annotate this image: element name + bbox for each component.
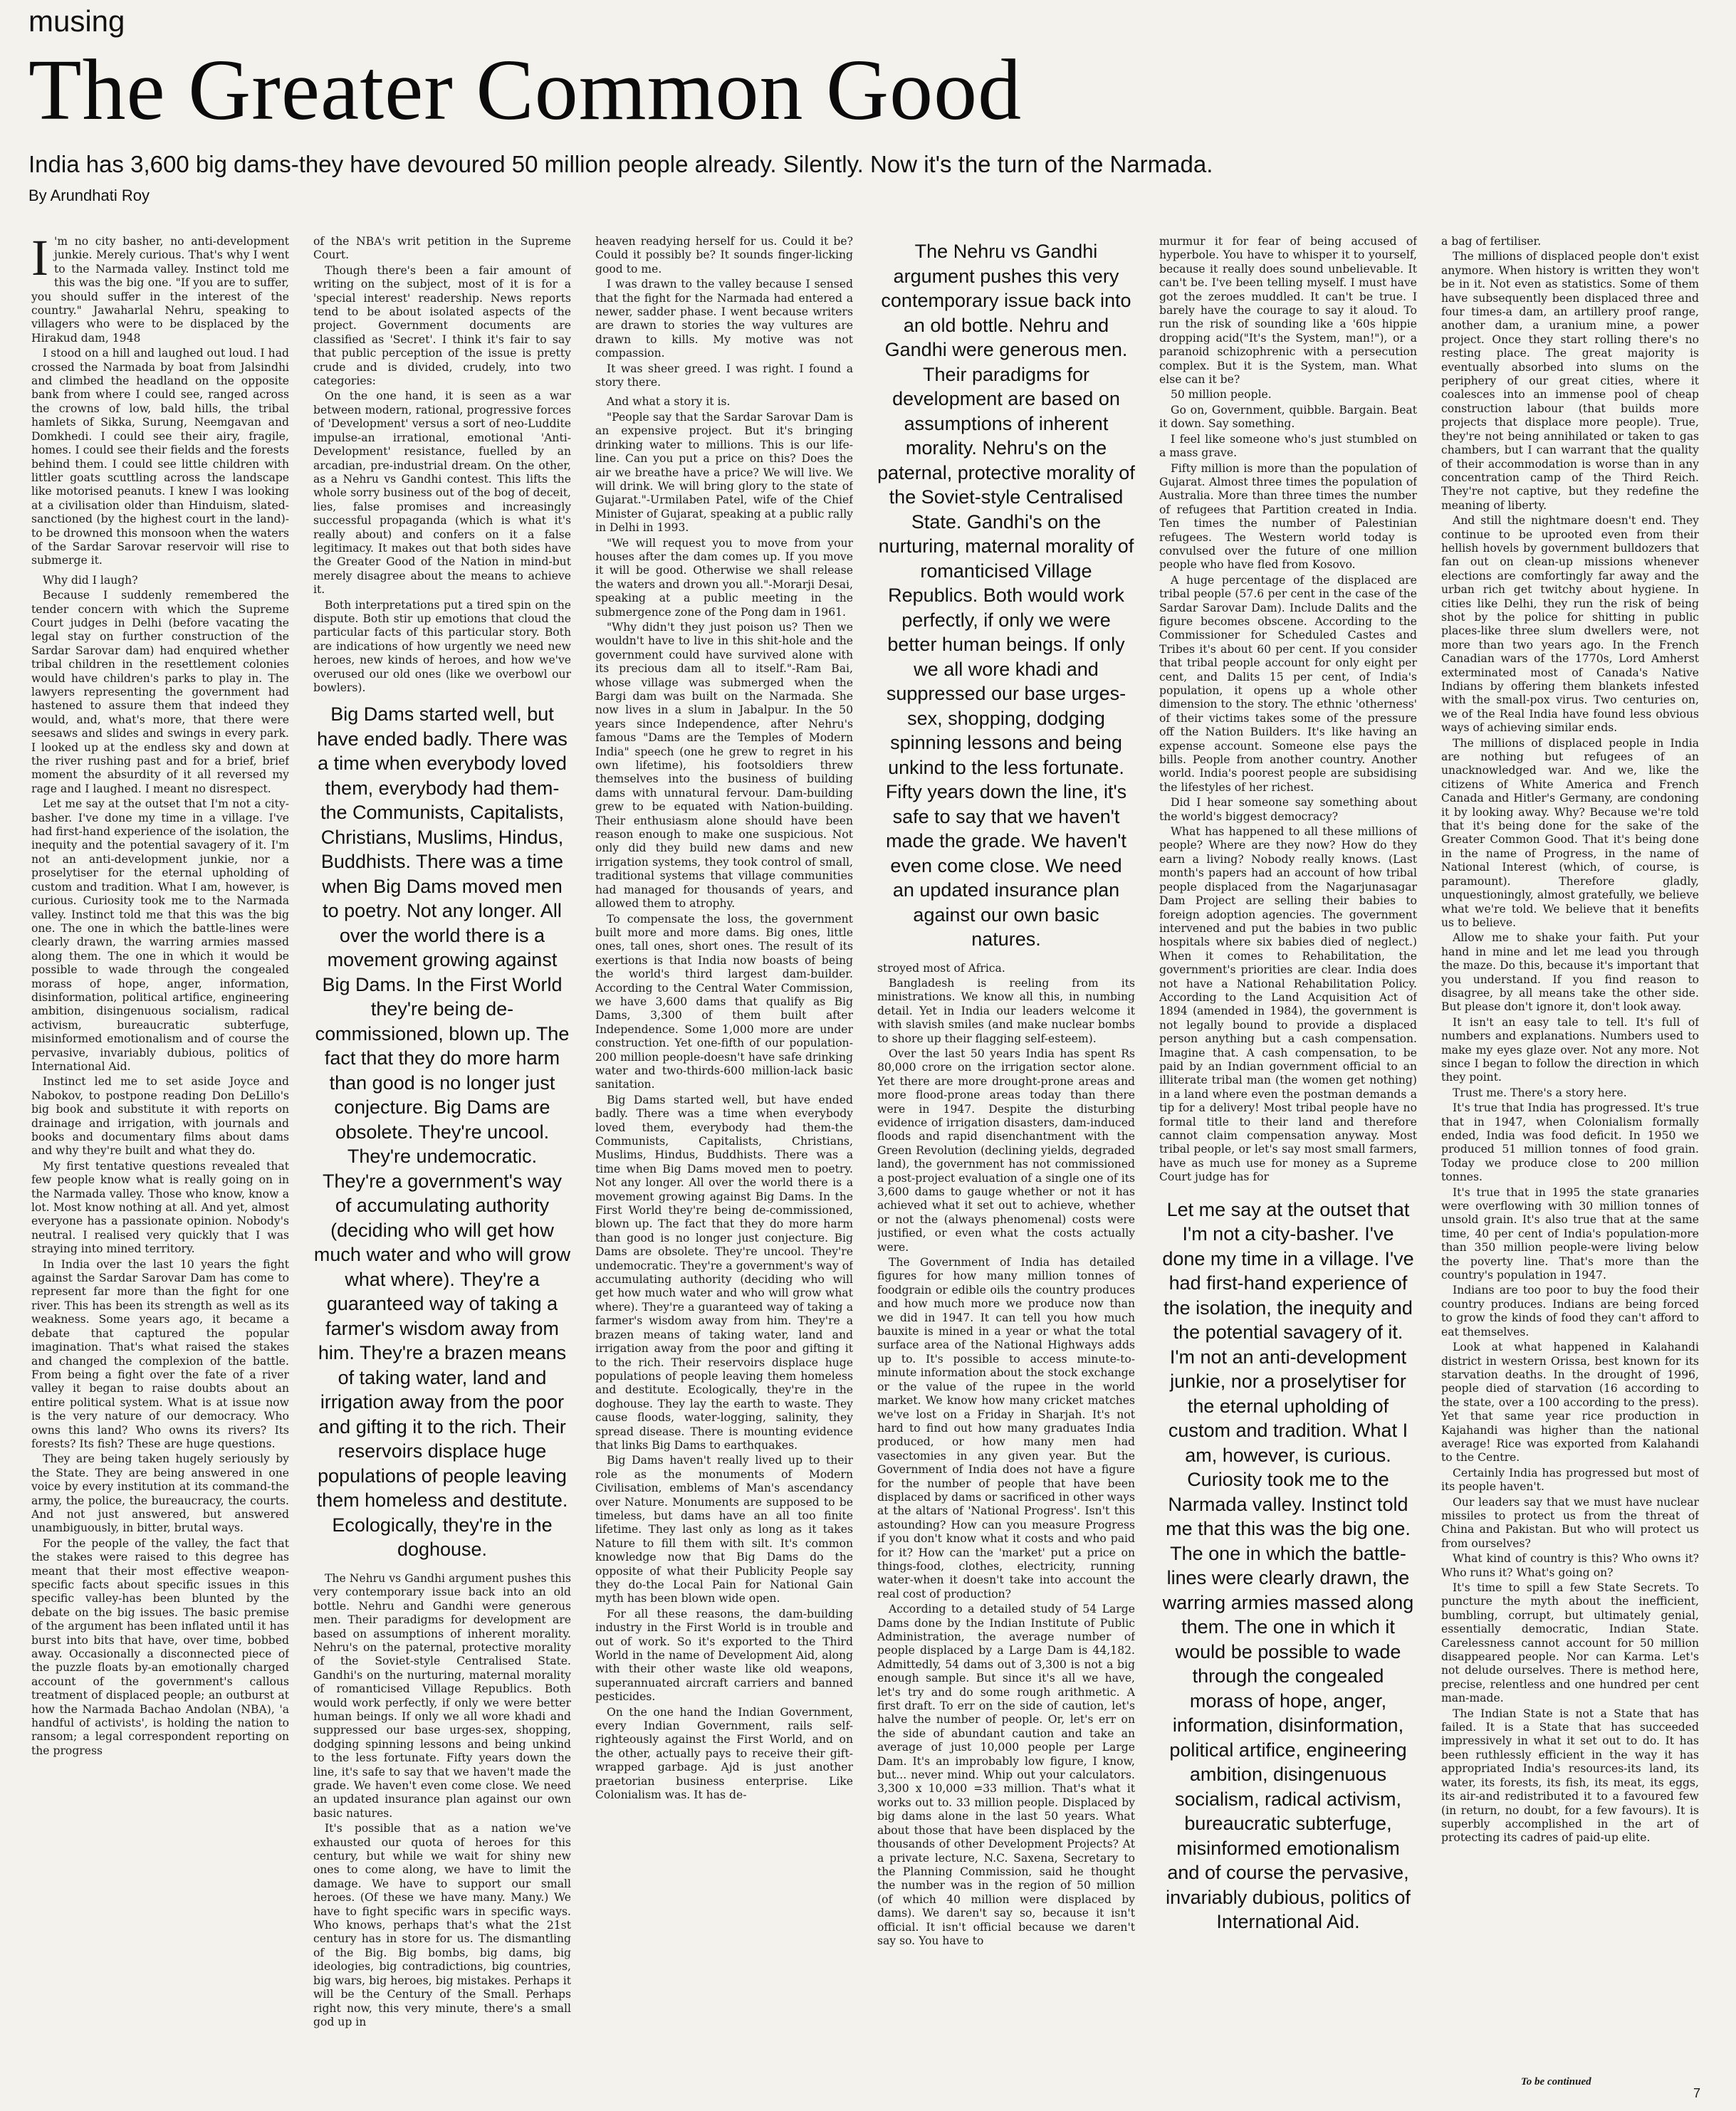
paragraph: On the one hand, it is seen as a war between modern, rational, progressive forces of 'Development' versus a sort of neo-Luddite impulse-an irrational, emotional 'Anti-Development' resistance, fuelled by an arcadian, pre-industrial dream. On the other, as a Nehru vs Gandhi contest. This lifts the whole sorry business out of the bog of deceit, lies, false promises and increasingly successful propaganda (which is what it's really about) and confers on it a false legitimacy. It makes out that both sides have the Greater Good of the Nation in mind-but merely disagree about the means to achieve it.	[313, 389, 571, 597]
paragraph: I feel like someone who's just stumbled on a mass grave.	[1159, 432, 1417, 460]
paragraph: Though there's been a fair amount of writing on the subject, most of it is for a 'special interest' readership. News reports tend to be about isolated aspects of the project. Government documents are classified as 'Secret'. I think it's fair to say that public perception of the issue is pretty crude and is divided, crudely, into two categories:	[313, 263, 571, 388]
paragraph: Let me say at the outset that I'm not a city-basher. I've done my time in a village. I've had first-hand experience of the isolation, the inequity and the potential savagery of it. I'm not an anti-development junkie, nor a proselytiser for the eternal upholding of custom and tradition. What I am, however, is curious. Curiosity took me to the Narmada valley. Instinct told me that this was the big one. The one in which the battle-lines were clearly drawn, the warring armies massed along them. The one in which it would be possible to wade through the congealed morass of hope, anger, information, disinformation, political artifice, engineering ambition, disingenuous socialism, radical activism, bureaucratic subterfuge, misinformed emotionalism and of course the pervasive, invariably dubious, politics of International Aid.	[31, 797, 289, 1073]
page-number: 7	[1693, 2086, 1701, 2100]
paragraph: Did I hear someone say something about the world's biggest democracy?	[1159, 796, 1417, 823]
paragraph: Fifty million is more than the population of Gujarat. Almost three times the population of Australia. More than three times the number of refugees that Partition created in India. Ten times the number of Palestinian refugees. The Western world today is convulsed over the future of one million people who have fled from Kosovo.	[1159, 461, 1417, 572]
paragraph: Both interpretations put a tired spin on the dispute. Both stir up emotions that cloud the particular facts of this particular story. Both are indications of how urgently we need new heroes, new kinds of heroes, and how we've overused our old ones (like we overbowl our bowlers).	[313, 598, 571, 694]
paragraph: I stood on a hill and laughed out loud. I had crossed the Narmada by boat from Jalsindhi and climbed the headland on the opposite bank from where I could see, ranged across the crowns of low, bald hills, the tribal hamlets of Sikka, Surung, Neemgavan and Domkhedi. I could see their airy, fragile, homes. I could see their fields and the forests behind them. I could see little children with littler goats scuttling across the landscape like motorised peanuts. I knew I was looking at a civilisation older than Hinduism, slated-sanctioned (by the highest court in the land)-to be drowned this monsoon when the waters of the Sardar Sarovar reservoir will rise to submerge it.	[31, 347, 289, 567]
pull-quote: The Nehru vs Gandhi argument pushes this very contemporary issue back into an old bottle. Nehru and Gandhi were generous men. Their paradigms for development are based on assumptions of inherent morality. Nehru's on the paternal, protective morality of the Soviet-style Centralised State. Gandhi's on the nurturing, maternal morality of romanticised Village Republics. Both would work perfectly, if only we were better human beings. If only we all wore khadi and suppressed our base urges-sex, shopping, dodging spinning lessons and being unkind to the less fortunate. Fifty years down the line, it's safe to say that we haven't made the grade. We haven't even come close. We need an updated insurance plan against our own basic natures.	[877, 241, 1135, 950]
drop-cap: I	[31, 235, 48, 286]
paragraph: For all these reasons, the dam-building industry in the First World is in trouble and out of work. So it's exported to the Third World in the name of Development Aid, along with their other waste like old weapons, superannuated aircraft carriers and banned pesticides.	[595, 1607, 853, 1704]
article-column-2	[313, 235, 571, 2075]
paragraph: In India over the last 10 years the fight against the Sardar Sarovar Dam has come to represent far more than the fight for one river. This has been its strength as well as its weakness. Some years ago, it became a debate that captured the popular imagination. That's what raised the stakes and changed the complexion of the battle. From being a fight over the fate of a river valley it began to raise doubts about an entire political system. What is at issue now is the very nature of our democracy. Who owns this land? Who owns its rivers? Its forests? Its fish? These are huge questions.	[31, 1257, 289, 1450]
paragraph: According to a detailed study of 54 Large Dams done by the Indian Institute of Public Administration, the average number of people displaced by a Large Dam is 44,182. Admittedly, 54 dams out of 3,300 is not a big enough sample. But since it's all we have, let's try and do some rough arithmetic. A first draft. To err on the side of caution, let's halve the number of people. Or, let's err on the side of abundant caution and take an average of just 10,000 people per Large Dam. It's an improbably low figure, I know, but... never mind. Whip out your calculators. 3,300 x 10,000 =33 million. That's what it works out to. 33 million people. Displaced by big dams alone in the last 50 years. What about those that have been displaced by the thousands of other Development Projects? At a private lecture, N.C. Saxena, Secretary to the Planning Commission, said he thought the number was in the region of 50 million (of which 40 million were displaced by dams). We daren't say so, because it isn't official. It isn't official because we daren't say so. You have to	[877, 1603, 1135, 1947]
pull-quote: Let me say at the outset that I'm not a city-basher. I've done my time in a village. I've had first-hand experience of the isolation, the inequity and the potential savagery of it. I'm not an anti-development junkie, nor a proselytiser for the eternal upholding of custom and tradition. What I am, however, is curious. Curiosity took me to the Narmada valley. Instinct told me that this was the big one. The one in which the battle-lines were clearly drawn, the warring armies massed along them. The one in which it would be possible to wade through the congealed morass of hope, anger, information, disinformation, political artifice, engineering ambition, disingenuous socialism, radical activism, bureaucratic subterfuge, misinformed emotionalism and of course the pervasive, invariably dubious, politics of International Aid.	[1162, 1198, 1414, 1933]
paragraph: Big Dams started well, but have ended badly. There was a time when everybody loved them, everybody had them-the Communists, Capitalists, Christians, Muslims, Hindus, Buddhists. There was a time when Big Dams moved men to poetry. Not any longer. All over the world there is a movement growing against Big Dams. In the First World they're being de-commissioned, blown up. The fact that they do more harm than good is no longer just conjecture. Big Dams are obsolete. They're uncool. They're undemocratic. They're a government's way of accumulating authority (deciding who will get how much water and who will grow what where). They're a guaranteed way of taking a farmer's wisdom away from him. They're a brazen means of taking water, land and irrigation away from the poor and gifting it to the rich. Their reservoirs displace huge populations of people leaving them homeless and destitute. Ecologically, they're in the doghouse. They lay the earth to waste. They cause floods, water-logging, salinity, they spread disease. There is mounting evidence that links Big Dams to earthquakes.	[595, 1093, 853, 1452]
paragraph: For the people of the valley, the fact that the stakes were raised to this degree has meant that their most effective weapon-specific facts about specific issues in this specific valley-has been blunted by the debate on the big issues. The basic premise of the argument has been inflated until it has burst into bits that have, over time, bobbed away. Occasionally a disconnected piece of the puzzle floats by-an emotionally charged account of the government's callous treatment of displaced people; an outburst at how the Narmada Bachao Andolan (NBA), 'a handful of activists', is holding the nation to ransom; a legal correspondent reporting on the progress	[31, 1536, 289, 1757]
paragraph: Instinct led me to set aside Joyce and Nabokov, to postpone reading Don DeLillo's big book and substitute it with reports on drainage and irrigation, with journals and books and documentary films about dams and why they're built and what they do.	[31, 1075, 289, 1158]
paragraph: murmur it for fear of being accused of hyperbole. You have to whisper it to yourself, because it really does sound unbelievable. It can't be. I've been telling myself. I must have got the zeroes muddled. It can't be true. I barely have the courage to say it aloud. To run the risk of sounding like a '60s hippie dropping acid("It's the System, man!"), or a paranoid schizophrenic with a persecution complex. But it is the System, man. What else can it be?	[1159, 235, 1417, 387]
paragraph: Over the last 50 years India has spent Rs 80,000 crore on the irrigation sector alone. Yet there are more drought-prone areas and more flood-prone areas today than there were in 1947. Despite the disturbing evidence of irrigation disasters, dam-induced floods and rapid disenchantment with the Green Revolution (declining yields, degraded land), the government has not commissioned a post-project evaluation of a single one of its 3,600 dams to gauge whether or not it has achieved what it set out to achieve, whether or not the (always phenomenal) costs were justified, or even what the costs actually were.	[877, 1047, 1135, 1254]
paragraph: It was sheer greed. I was right. I found a story there.	[595, 362, 853, 389]
paragraph: What has happened to all these millions of people? Where are they now? How do they earn a living? Nobody really knows. (Last month's papers had an account of how tribal people displaced from the Nagarjunasagar Dam Project are selling their babies to foreign adoption agencies. The government intervened and put the babies in two public hospitals where six babies died of neglect.) When it comes to Rehabilitation, the government's priorities are clear. India does not have a National Rehabilitation Policy. According to the Land Acquisition Act of 1894 (amended in 1984), the government is not legally bound to provide a displaced person anything but a cash compensation. Imagine that. A cash compensation, to be paid by an Indian government official to an illiterate tribal man (the women get nothing) in a land where even the postman demands a tip for a delivery! Most tribal people have no formal title to their land and therefore cannot claim compensation anyway. Most tribal people, or let's say most small farmers, have as much use for money as a Supreme Court judge has for	[1159, 825, 1417, 1184]
paragraph: On the one hand the Indian Government, every Indian Government, rails self-righteously against the First World, and on the other, actually pays to receive their gift-wrapped garbage. Ajd is just another praetorian business enterprise. Like Colonialism was. It has de-	[595, 1705, 853, 1802]
byline: By Arundhati Roy	[28, 187, 150, 204]
article-column-4	[877, 235, 1135, 2075]
paragraph: Trust me. There's a story here.	[1453, 1086, 1627, 1099]
paragraph: Certainly India has progressed but most of its people haven't.	[1441, 1466, 1699, 1494]
paragraph: The Nehru vs Gandhi argument pushes this very contemporary issue back into an old bottle. Nehru and Gandhi were generous men. Their paradigms for development are based on assumptions of inherent morality. Nehru's on the paternal, protective morality of the Soviet-style Centralised State. Gandhi's on the nurturing, maternal morality of romanticised Village Republics. Both would work perfectly, if only we were better human beings. If only we all wore khadi and suppressed our base urges-sex, shopping, dodging spinning lessons and being unkind to the less fortunate. Fifty years down the line, it's safe to say that we haven't made the grade. We haven't even come close. We need an updated insurance plan against our own basic natures.	[313, 1571, 571, 1820]
subheadline: India has 3,600 big dams-they have devoured 50 million people already. Silently. Now it's the turn of the Narmada.	[28, 151, 1213, 177]
paragraph: And still the nightmare doesn't end. They continue to be uprooted even from their hellish hovels by government bulldozers that fan out on clean-up missions whenever elections are comfortingly far away and the urban rich get twitchy about hygiene. In cities like Delhi, they run the risk of being shot by the police for shitting in public places-like three slum dwellers were, not more than two years ago. In the French Canadian wars of the 1770s, Lord Amherst exterminated most of Canada's Native Indians by offering them blankets infested with the small-pox virus. Two centuries on, we of the Real India have found less obvious ways of achieving similar ends.	[1441, 514, 1699, 735]
paragraph: A huge percentage of the displaced are tribal people (57.6 per cent in the case of the Sardar Sarovar Dam). Include Dalits and the figure becomes obscene. According to the Commissioner for Scheduled Castes and Tribes it's about 60 per cent. If you consider that tribal people account for only eight per cent, and Dalits 15 per cent, of India's population, it opens up a whole other dimension to the story. The ethnic 'otherness' of their victims takes some of the pressure off the Nation Builders. It's like having an expense account. Someone else pays the bills. People from another country. Another world. India's poorest people are subsidising the lifestyles of her richest.	[1159, 573, 1417, 794]
paragraph: Why did I laugh?	[43, 573, 138, 587]
paragraph: I was drawn to the valley because I sensed that the fight for the Narmada had entered a newer, sadder phase. I went because writers are drawn to stories the way vultures are drawn to kills. My motive was not compassion.	[595, 278, 853, 360]
headline: The Greater Common Good	[28, 42, 1023, 138]
article-column-5	[1159, 235, 1417, 2075]
paragraph: Big Dams haven't really lived up to their role as the monuments of Modern Civilisation, emblems of Man's ascendancy over Nature. Monuments are supposed to be timeless, but dams have an all too finite lifetime. They last only as long as it takes Nature to fill them with silt. It's common knowledge now that Big Dams do the opposite of what their Publicity People say they do-the Local Pain for National Gain myth has been blown wide open.	[595, 1454, 853, 1605]
paragraph: It's possible that as a nation we've exhausted our quota of heroes for this century, but while we wait for shiny new ones to come along, we have to limit the damage. We have to support our small heroes. (Of these we have many. Many.) We have to fight specific wars in specific ways. Who knows, perhaps that's what the 21st century has in store for us. The dismantling of the Big. Big bombs, big dams, big ideologies, big contradictions, big countries, big wars, big heroes, big mistakes. Perhaps it will be the Century of the Small. Perhaps right now, this very minute, there's a small god up in	[313, 1822, 571, 2028]
paragraph: It's true that India has progressed. It's true that in 1947, when Colonialism formally ended, India was food deficit. In 1950 we produced 51 million tonnes of food grain. Today we produce close to 200 million tonnes.	[1441, 1101, 1699, 1184]
paragraph: They are being taken hugely seriously by the State. They are being answered in one voice by every institution at its command-the army, the police, the bureaucracy, the courts. And not just answered, but answered unambiguously, in bitter, brutal ways.	[31, 1452, 289, 1535]
paragraph: The Government of India has detailed figures for how many million tonnes of foodgrain or edible oils the country produces and how much more we produce now than we did in 1947. It can tell you how much bauxite is mined in a year or what the total surface area of the National Highways adds up to. It's possible to access minute-to-minute information about the stock exchange or the value of the rupee in the world market. We know how many cricket matches we've lost on a Friday in Sharjah. It's not hard to find out how many graduates India produced, or how many men had vasectomies in any given year. But the Government of India does not have a figure for the number of people that have been displaced by dams or sacrificed in other ways at the altars of 'National Progress'. Isn't this astounding? How can you measure Progress if you don't know what it costs and who paid for it? How can the 'market' put a price on things-food, clothes, electricity, running water-when it doesn't take into account the real cost of production?	[877, 1256, 1135, 1601]
paragraph: It isn't an easy tale to tell. It's full of numbers and explanations. Numbers used to make my eyes glaze over. Not any more. Not since I began to follow the direction in which they point.	[1441, 1015, 1699, 1084]
paragraph: The millions of displaced people don't exist anymore. When history is written they won't be in it. Not even as statistics. Some of them have subsequently been displaced three and four times-a dam, an artillery proof range, another dam, a uranium mine, a power project. Once they start rolling there's no resting place. The great majority is eventually absorbed into slums on the periphery of our great cities, where it coalesces into an immense pool of cheap construction labour (that builds more projects that displace more people). True, they're not being annihilated or taken to gas chambers, but I can warrant that the quality of their accommodation is worse than in any concentration camp of the Third Reich. They're not captive, but they redefine the meaning of liberty.	[1441, 250, 1699, 512]
paragraph: My first tentative questions revealed that few people know what is really going on in the Narmada valley. Those who know, know a lot. Most know nothing at all. And yet, almost everyone has a passionate opinion. Nobody's neutral. I realised very quickly that I was straying into mined territory.	[31, 1159, 289, 1256]
paragraph: Go on, Government, quibble. Bargain. Beat it down. Say something.	[1159, 403, 1417, 431]
paragraph: "We will request you to move from your houses after the dam comes up. If you move it will be good. Otherwise we shall release the waters and drown you all."-Morarji Desai, speaking at a public meeting in the submergence zone of the Pong dam in 1961.	[595, 536, 853, 619]
pull-quote: Big Dams started well, but have ended badly. There was a time when everybody loved them, everybody had them-the Communists, Capitalists, Christians, Muslims, Hindus, Buddhists. There was a time when Big Dams moved men to poetry. Not any longer. All over the world there is a movement growing against Big Dams. In the First World they're being de-commissioned, blown up. The fact that they do more harm than good is no longer just conjecture. Big Dams are obsolete. They're uncool. They're undemocratic. They're a government's way of accumulating authority (deciding who will get how much water and who will grow what where). They're a guaranteed way of taking a farmer's wisdom away from him. They're a brazen means of taking water, land and irrigation away from the poor and gifting it to the rich. Their reservoirs displace huge populations of people leaving them homeless and destitute. Ecologically, they're in the doghouse.	[313, 703, 571, 1561]
paragraph: It's time to spill a few State Secrets. To puncture the myth about the inefficient, bumbling, corrupt, but ultimately genial, essentially democratic, Indian State. Carelessness cannot account for 50 million disappeared people. Nor can Karma. Let's not delude ourselves. There is method here, precise, relentless and one hundred per cent man-made.	[1441, 1581, 1699, 1705]
article-column-6	[1441, 235, 1699, 2072]
paragraph: heaven readying herself for us. Could it be? Could it possibly be? It sounds finger-licking good to me.	[595, 235, 853, 276]
paragraph: And what a story it is.	[607, 395, 731, 409]
paragraph: Our leaders say that we must have nuclear missiles to protect us from the threat of China and Pakistan. But who will protect us from ourselves?	[1441, 1495, 1699, 1550]
paragraph: "Why didn't they just poison us? Then we wouldn't have to live in this shit-hole and the government could have survived alone with its precious dam all to itself."-Ram Bai, whose village was submerged when the Bargi dam was built on the Narmada. She now lives in a slum in Jabalpur. In the 50 years since Independence, after Nehru's famous "Dams are the Temples of Modern India" speech (one he grew to regret in his own lifetime), his footsoldiers threw themselves into the business of building dams with unnatural fervour. Dam-building grew to be equated with Nation-building. Their enthusiasm alone should have been reason enough to make one suspicious. Not only did they build new dams and new irrigation systems, they took control of small, traditional systems that village communities had managed for thousands of years, and allowed them to atrophy.	[595, 620, 853, 911]
paragraph: Indians are too poor to buy the food their country produces. Indians are being forced to grow the kinds of food they can't afford to eat themselves.	[1441, 1284, 1699, 1339]
paragraph: stroyed most of Africa.	[877, 961, 1005, 975]
paragraph: To compensate the loss, the government built more and more dams. Big ones, little ones, tall ones, short ones. The result of its exertions is that India now boasts of being the world's third largest dam-builder. According to the Central Water Commission, we have 3,600 dams that qualify as Big Dams, 3,300 of them built after Independence. Some 1,000 more are under construction. Yet one-fifth of our population-200 million people-doesn't have safe drinking water and two-thirds-600 million-lack basic sanitation.	[595, 912, 853, 1091]
paragraph: Look at what happened in Kalahandi district in western Orissa, best known for its starvation deaths. In the drought of 1996, people died of starvation (16 according to the state, over a 100 according to the press). Yet that same year rice production in Kajahandi was higher than the national average! Rice was exported from Kalahandi to the Centre.	[1441, 1341, 1699, 1465]
article-column-3	[595, 235, 853, 2075]
section-kicker: musing	[28, 4, 125, 38]
paragraph: The millions of displaced people in India are nothing but refugees of an unacknowledged war. And we, like the citizens of White America and French Canada and Hitler's Germany, are condoning it by looking away. Why? Because we're told that it's being done for the sake of the Greater Common Good. That it's being done in the name of Progress, in the name of National Interest (which, of course, is paramount). Therefore gladly, unquestioningly, almost gratefully, we believe what we're told. We believe that it benefits us to believe.	[1441, 736, 1699, 929]
paragraph: The Indian State is not a State that has failed. It is a State that has succeeded impressively in what it set out to do. It has been ruthlessly efficient in the way it has appropriated India's resources-its land, its water, its forests, its fish, its meat, its eggs, its air-and redistributed it to a favoured few (in return, no doubt, for a few favours). It is superbly accomplished in the art of protecting its cadres of paid-up elite.	[1441, 1707, 1699, 1845]
paragraph: a bag of fertiliser.	[1441, 235, 1542, 248]
paragraph: "People say that the Sardar Sarovar Dam is an expensive project. But it's bringing drinking water to millions. This is our life-line. Can you put a price on this? Does the air we breathe have a price? We will live. We will drink. We will bring glory to the state of Gujarat."-Urmilaben Patel, wife of the Chief Minister of Gujarat, speaking at a public rally in Delhi in 1993.	[595, 410, 853, 535]
paragraph: 50 million people.	[1171, 388, 1272, 402]
paragraph: Allow me to shake your faith. Put your hand in mine and let me lead you through the maze. Do this, because it's important that you understand. If you find reason to disagree, by all means take the other side. But please don't ignore it, don't look away.	[1441, 931, 1699, 1014]
paragraph: It's true that in 1995 the state granaries were overflowing with 30 million tonnes of unsold grain. It's also true that at the same time, 40 per cent of India's population-more than 350 million people-were living below the poverty line. That's more than the country's population in 1947.	[1441, 1185, 1699, 1282]
to-be-continued: To be continued	[1521, 2076, 1591, 2088]
paragraph: Because I suddenly remembered the tender concern with which the Supreme Court judges in Delhi (before vacating the legal stay on further construction of the Sardar Sarovar dam) had enquired whether tribal children in the resettlement colonies would have children's parks to play in. The lawyers representing the government had hastened to assure them that indeed they would, and, what's more, that there were seesaws and slides and swings in every park. I looked up at the endless sky and down at the river rushing past and for a brief, brief moment the absurdity of it all reversed my rage and I laughed. I meant no disrespect.	[31, 589, 289, 795]
paragraph: Bangladesh is reeling from its ministrations. We know all this, in numbing detail. Yet in India our leaders welcome it with slavish smiles (and make nuclear bombs to shore up their flagging self-esteem).	[877, 976, 1135, 1045]
paragraph: I 'm no city basher, no anti-development junkie. Merely curious. That's why I went to the Narmada valley. Instinct told me this was the big one. "If you are to suffer, you should suffer in the interest of the country." Jawaharlal Nehru, speaking to villagers who were to be displaced by the Hirakud dam, 1948	[31, 235, 289, 345]
paragraph: What kind of country is this? Who owns it? Who runs it? What's going on?	[1441, 1552, 1699, 1579]
paragraph: of the NBA's writ petition in the Supreme Court.	[313, 235, 571, 262]
article-column-1	[31, 235, 289, 2075]
